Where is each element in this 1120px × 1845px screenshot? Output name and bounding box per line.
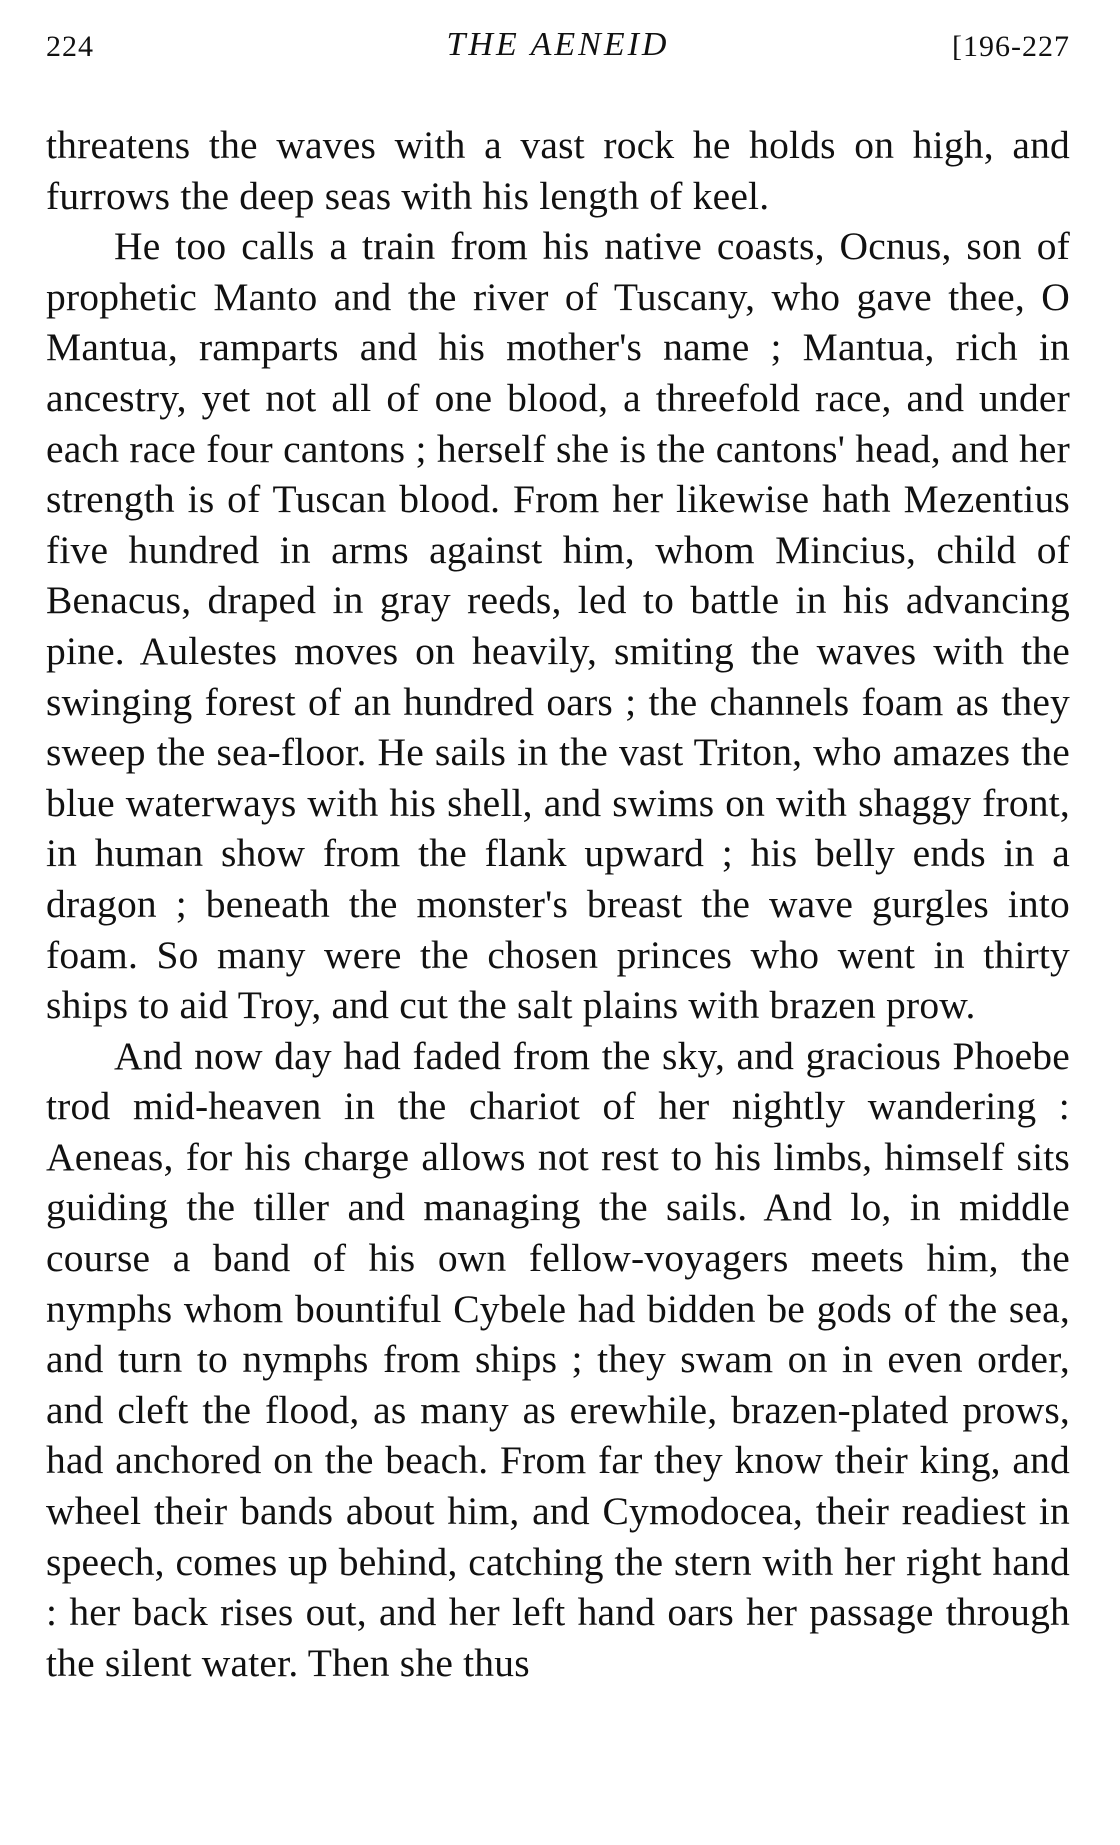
running-head: [46, 22, 1070, 78]
paragraph-night-voyage: And now day had faded from the sky, and gracious Phoebe trod mid-heaven in the chariot of her nightly wandering : Aeneas, for his charge allows not rest to his limbs, himself sits guiding the tiller and managing the sails. And lo, in middle course a band of his own fellow-voyagers meets him, the nymphs whom bountiful Cybele had bidden be gods of the sea, and turn to nymphs from ships ; they swam on in even order, and cleft the flood, as many as erewhile, brazen-plated prows, had anchored on the beach. From far they know their king, and wheel their bands about him, and Cymodocea, their readiest in speech, comes up behind, catching the stern with her right hand : her back rises out, and her left hand oars her passage through the silent water. Then she thus: [46, 1033, 1070, 1685]
body-text: [46, 120, 1070, 1688]
paragraph-ocnus: He too calls a train from his native coasts, Ocnus, son of prophetic Manto and the river of Tuscany, who gave thee, O Mantua, ramparts and his mother's name ; Mantua, rich in ancestry, yet not all of one blood, a threefold race, and under each race four cantons ; herself she is the cantons' head, and her strength is of Tuscan blood. From her likewise hath Mezentius five hundred in arms against him, whom Mincius, child of Benacus, draped in gray reeds, led to battle in his advancing pine. Aulestes moves on heavily, smiting the waves with the swinging forest of an hundred oars ; the channels foam as they sweep the sea-floor. He sails in the vast Triton, who amazes the blue waterways with his shell, and swims on with shaggy front, in human show from the flank upward ; his belly ends in a dragon ; beneath the monster's breast the wave gurgles into foam. So many were the chosen princes who went in thirty ships to aid Troy, and cut the salt plains with brazen prow.: [46, 224, 1070, 1028]
book-title: THE AENEID: [446, 26, 670, 63]
book-page: [46, 22, 1070, 1688]
page-number: 224: [46, 30, 94, 63]
line-range: [196-227: [952, 30, 1070, 63]
paragraph-continuation: threatens the waves with a vast rock he holds on high, and furrows the deep seas with his length of keel.: [46, 123, 1070, 218]
